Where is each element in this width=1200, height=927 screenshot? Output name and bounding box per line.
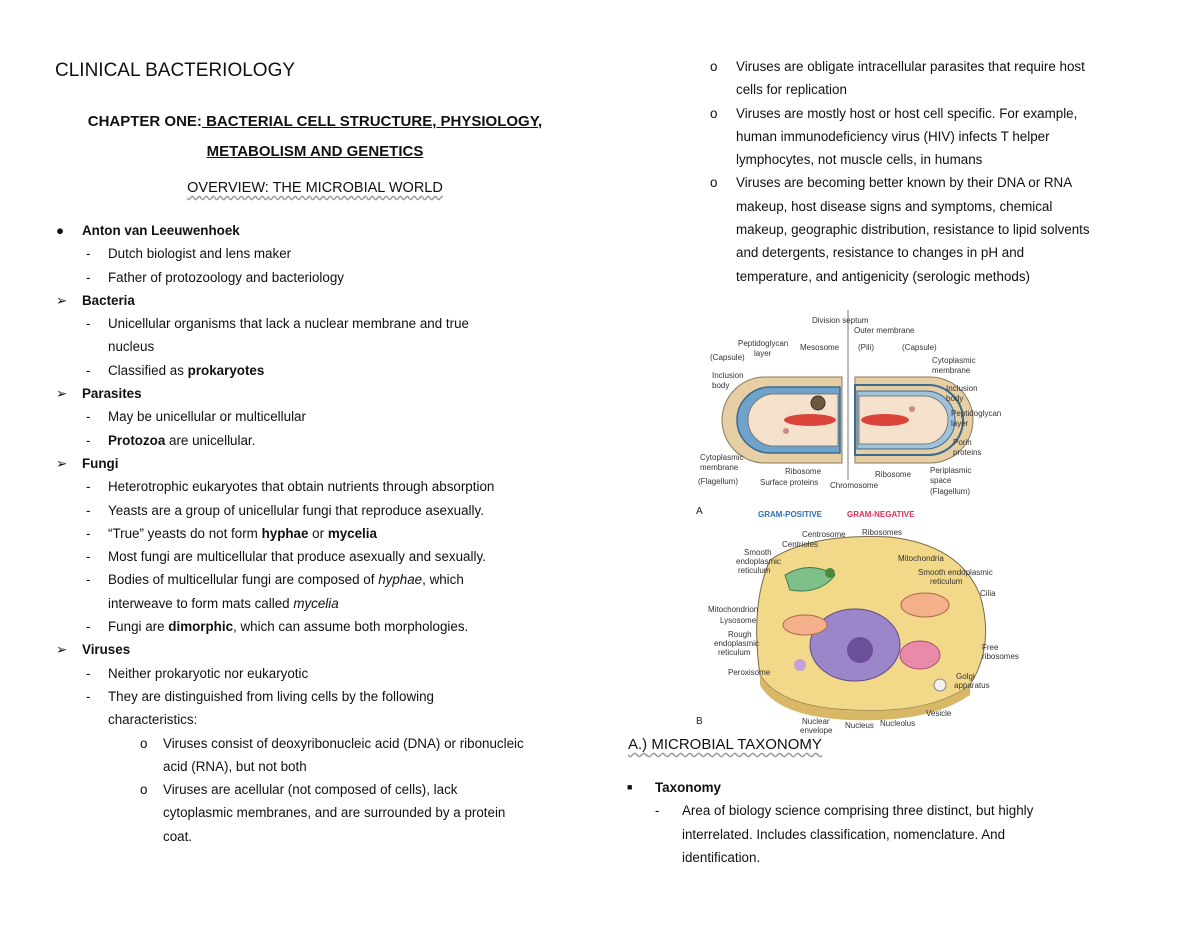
circle-bullet-icon: o (710, 175, 718, 191)
gram-negative-chromosome (861, 414, 909, 426)
list-item-anton (55, 219, 575, 242)
dash-icon: - (86, 665, 91, 681)
inclusion-body (783, 428, 789, 434)
label-nucleolus: Nucleolus (880, 719, 916, 728)
subitem-italic: mycelia (293, 595, 339, 611)
subsubitem-text: temperature, and antigenicity (serologic methods) (736, 268, 1030, 284)
subsubitem-text: cytoplasmic membranes, and are surrounded by a protein (163, 805, 506, 821)
label-ribosome-left: Ribosome (785, 467, 822, 476)
label-layer-right: layer (951, 419, 969, 428)
bullet-icon: ● (56, 223, 65, 238)
dash-icon: - (86, 409, 91, 425)
list-subitem (55, 685, 575, 708)
chapter-heading-line-1 (55, 107, 575, 137)
subsubitem-text: and detergents, resistance to changes in pH and (736, 245, 1025, 261)
label-nucleus: Nucleus (845, 721, 874, 730)
subsubitem-text: makeup, host disease signs and symptoms, chemical (736, 198, 1053, 214)
list-subsubitem-continuation (600, 78, 1160, 101)
list-subitem (55, 545, 575, 568)
label-ribosome-right: Ribosome (875, 470, 912, 479)
dash-icon: - (86, 572, 91, 588)
subitem-text: are unicellular. (165, 432, 256, 448)
subsubitem-text: Viruses are becoming better known by their DNA or RNA (736, 175, 1073, 191)
section-title: MICROBIAL TAXONOMY (647, 736, 822, 753)
label-endoplasmic-left: endoplasmic (736, 557, 781, 566)
subitem-bold: dimorphic (168, 619, 234, 635)
label-lysosome: Lysosome (720, 616, 757, 625)
arrow-bullet-icon: ➢ (56, 386, 68, 402)
label-rough-endoplasmic: endoplasmic (714, 639, 759, 648)
centrosome-shape (825, 568, 835, 578)
hollow-arrow-bullet-icon: ➢ (56, 642, 68, 658)
list-subsubitem-continuation (600, 265, 1160, 288)
list-item-taxonomy (600, 776, 1160, 799)
subitem-bold: prokaryotes (187, 362, 265, 378)
label-periplasmic: Periplasmic (930, 466, 972, 475)
label-peptidoglycan-left: Peptidoglycan (738, 339, 789, 348)
label-space: space (930, 476, 952, 485)
dash-icon: - (86, 549, 91, 565)
label-smooth-er-left: Smooth (744, 548, 772, 557)
label-free-ribosomes: ribosomes (982, 652, 1019, 661)
subitem-italic: hyphae (378, 572, 423, 588)
subitem-bold: Protozoa (108, 432, 166, 448)
list-subsubitem-continuation (600, 218, 1160, 241)
dash-icon: - (86, 316, 91, 332)
subsubitem-text: makeup, geographic distribution, resistance to lipid solvents (736, 222, 1090, 238)
list-subsubitem-continuation (55, 801, 575, 824)
list-subitem (55, 475, 575, 498)
list-subsubitem (55, 732, 575, 755)
subitem-text: nucleus (108, 339, 155, 355)
label-cytoplasmic-left: Cytoplasmic (700, 453, 744, 462)
section-prefix: A.) (628, 736, 648, 753)
dash-icon: - (86, 525, 91, 541)
list-subsubitem (600, 102, 1160, 125)
label-figure-a: A (696, 506, 703, 517)
subsubitem-text: acid (RNA), but not both (163, 758, 307, 774)
vesicle-shape (934, 679, 946, 691)
eukaryotic-cell-diagram (696, 528, 1019, 735)
label-body-left: body (712, 381, 730, 390)
label-mesosome: Mesosome (800, 343, 840, 352)
list-subitem-continuation (55, 708, 575, 731)
list-subitem (55, 405, 575, 428)
chapter-heading (55, 107, 575, 167)
label-inclusion-right: Inclusion (946, 384, 978, 393)
list-subitem (55, 499, 575, 522)
label-mitochondrion: Mitochondrion (708, 605, 759, 614)
list-subsubitem (600, 171, 1160, 194)
list-subsubitem-continuation (55, 825, 575, 848)
list-subitem-continuation (600, 846, 1160, 869)
subitem-text: or (308, 525, 328, 541)
list-subitem (55, 312, 575, 335)
subitem-text: “True” yeasts do not form (108, 525, 262, 541)
list-subsubitem-continuation (600, 195, 1160, 218)
label-capsule-right: (Capsule) (902, 343, 937, 352)
label-proteins: proteins (953, 448, 982, 457)
label-golgi: Golgi (956, 672, 975, 681)
label-figure-b: B (696, 716, 703, 727)
subitem-text: Yeasts are a group of unicellular fungi that reproduce asexually. (108, 502, 484, 518)
arrow-bullet-icon: ➢ (56, 455, 68, 471)
subitem-text: Area of biology science comprising three distinct, but highly (682, 803, 1034, 819)
list-subsubitem-continuation (600, 241, 1160, 264)
mitochondria-shape (901, 593, 949, 617)
chapter-prefix: CHAPTER ONE: (87, 113, 202, 130)
taxonomy-list (600, 776, 1160, 869)
label-body-right: body (946, 394, 964, 403)
list-subitem (55, 615, 575, 638)
label-rough: Rough (728, 630, 752, 639)
list-subitem (55, 359, 575, 382)
label-smooth-er-right: Smooth endoplasmic (918, 568, 993, 577)
subitem-text: , which can assume both morphologies. (233, 619, 469, 635)
list-subsubitem (55, 778, 575, 801)
label-gram-negative: GRAM-NEGATIVE (847, 510, 915, 519)
lysosome-shape (794, 659, 806, 671)
label-reticulum-left: reticulum (738, 566, 771, 575)
section-heading-taxonomy (628, 736, 822, 753)
golgi-shape (900, 641, 940, 669)
nucleolus-shape (847, 637, 873, 663)
label-nuclear: Nuclear (802, 717, 830, 726)
label-peroxisome: Peroxisome (728, 668, 771, 677)
list-item-bacteria (55, 289, 575, 312)
mitochondrion-shape (783, 615, 827, 635)
arrow-bullet-icon: ➢ (56, 292, 68, 308)
label-centrosome: Centrosome (802, 530, 846, 539)
label-vesicle: Vesicle (926, 709, 952, 718)
dash-icon: - (86, 362, 91, 378)
list-subsubitem-continuation (55, 755, 575, 778)
list-subitem-continuation (600, 823, 1160, 846)
list-subitem (55, 242, 575, 265)
left-column (55, 219, 575, 848)
label-ribosomes: Ribosomes (862, 528, 903, 537)
list-subitem (55, 429, 575, 452)
list-subitem-continuation (55, 592, 575, 615)
subitem-text: Bodies of multicellular fungi are composed of (108, 572, 379, 588)
list-subsubitem-continuation (600, 148, 1160, 171)
subsubitem-text: lymphocytes, not muscle cells, in humans (736, 152, 983, 168)
label-gram-positive: GRAM-POSITIVE (758, 510, 823, 519)
subitem-text: Most fungi are multicellular that produce asexually and sexually. (108, 549, 486, 565)
dash-icon: - (86, 502, 91, 518)
subitem-text: identification. (682, 849, 761, 865)
list-subitem (600, 799, 1160, 822)
overview-prefix: OVERVIEW: (187, 180, 269, 196)
list-subitem (55, 662, 575, 685)
list-item-viruses (55, 638, 575, 661)
page-title: CLINICAL BACTERIOLOGY (55, 60, 296, 81)
label-golgi-apparatus: apparatus (954, 681, 990, 690)
subitem-text: May be unicellular or multicellular (108, 409, 306, 425)
item-heading: Fungi (82, 455, 119, 471)
subitem-text: Classified as (108, 362, 188, 378)
subitem-text: , which (422, 572, 464, 588)
overview-heading (55, 180, 575, 196)
dash-icon: - (86, 479, 91, 495)
dash-icon: - (86, 619, 91, 635)
subitem-text: Unicellular organisms that lack a nuclear membrane and true (108, 316, 469, 332)
circle-bullet-icon: o (140, 735, 148, 751)
overview-title: THE MICROBIAL WORLD (268, 180, 443, 196)
subitem-text: characteristics: (108, 712, 198, 728)
subitem-text: Neither prokaryotic nor eukaryotic (108, 665, 309, 681)
circle-bullet-icon: o (140, 782, 148, 798)
label-rough-reticulum: reticulum (718, 648, 751, 657)
label-flagellum-right: (Flagellum) (930, 487, 971, 496)
subitem-bold: hyphae (261, 525, 309, 541)
label-chromosome: Chromosome (830, 481, 879, 490)
label-flagellum-left: (Flagellum) (698, 477, 739, 486)
list-subitem (55, 522, 575, 545)
subitem-text: They are distinguished from living cells by the following (108, 688, 434, 704)
gram-positive-chromosome (784, 414, 836, 426)
label-layer-left: layer (754, 349, 772, 358)
subitem-bold: mycelia (327, 525, 377, 541)
subitem-text: Heterotrophic eukaryotes that obtain nutrients through absorption (108, 479, 495, 495)
item-heading: Viruses (82, 642, 131, 658)
bacterial-cell-diagram (696, 310, 1001, 519)
label-cytoplasmic-right: Cytoplasmic (932, 356, 976, 365)
list-subitem (55, 568, 575, 591)
item-heading: Parasites (82, 386, 142, 402)
dash-icon: - (86, 688, 91, 704)
subsubitem-text: Viruses are acellular (not composed of cells), lack (163, 782, 458, 798)
right-column (600, 55, 1160, 288)
label-nuclear-envelope: envelope (800, 726, 833, 735)
label-free: Free (982, 643, 999, 652)
item-heading: Anton van Leeuwenhoek (82, 223, 240, 238)
list-subsubitem (600, 55, 1160, 78)
circle-bullet-icon: o (710, 105, 718, 121)
subitem-text: interrelated. Includes classification, nomenclature. And (682, 826, 1006, 842)
dash-icon: - (86, 246, 91, 262)
label-membrane-right: membrane (932, 366, 971, 375)
chapter-title-line-1: BACTERIAL CELL STRUCTURE, PHYSIOLOGY, (201, 113, 543, 130)
list-item-fungi (55, 452, 575, 475)
subsubitem-text: coat. (163, 828, 193, 844)
label-peptidoglycan-right: Peptidoglycan (951, 409, 1002, 418)
label-mitochondria: Mitochondria (898, 554, 944, 563)
label-reticulum-right: reticulum (930, 577, 963, 586)
item-heading: Bacteria (82, 292, 135, 308)
dash-icon: - (86, 269, 91, 285)
cell-structure-figure (690, 305, 1030, 735)
subitem-text: interweave to form mats called (108, 595, 294, 611)
subitem-text: Dutch biologist and lens maker (108, 246, 292, 262)
dash-icon: - (86, 432, 91, 448)
label-pili: (Pili) (858, 343, 874, 352)
list-subitem (55, 266, 575, 289)
dash-icon: - (655, 803, 660, 819)
inclusion-body (909, 406, 915, 412)
item-heading: Taxonomy (655, 780, 721, 795)
subsubitem-text: Viruses are obligate intracellular parasites that require host (736, 59, 1085, 74)
label-cilia: Cilia (980, 589, 996, 598)
label-division-septum: Division septum (812, 316, 869, 325)
circle-bullet-icon: o (710, 59, 718, 74)
label-centrioles: Centrioles (782, 540, 819, 549)
list-item-parasites (55, 382, 575, 405)
label-porin: Porin (953, 438, 972, 447)
subsubitem-text: human immunodeficiency virus (HIV) infects T helper (736, 128, 1050, 144)
subitem-text: Fungi are (108, 619, 169, 635)
subsubitem-text: cells for replication (736, 82, 847, 98)
label-capsule-left: (Capsule) (710, 353, 745, 362)
subitem-text: Father of protozoology and bacteriology (108, 269, 344, 285)
list-subitem-continuation (55, 335, 575, 358)
label-membrane-left: membrane (700, 463, 739, 472)
label-inclusion-left: Inclusion (712, 371, 744, 380)
label-outer-membrane: Outer membrane (854, 326, 915, 335)
subsubitem-text: Viruses are mostly host or host cell specific. For example, (736, 105, 1078, 121)
list-subsubitem-continuation (600, 125, 1160, 148)
square-bullet-icon: ■ (627, 782, 633, 792)
subsubitem-text: Viruses consist of deoxyribonucleic acid (DNA) or ribonucleic (163, 735, 524, 751)
mesosome-shape (811, 396, 825, 410)
chapter-title-line-2: METABOLISM AND GENETICS (206, 143, 424, 160)
label-surface-proteins: Surface proteins (760, 478, 819, 487)
